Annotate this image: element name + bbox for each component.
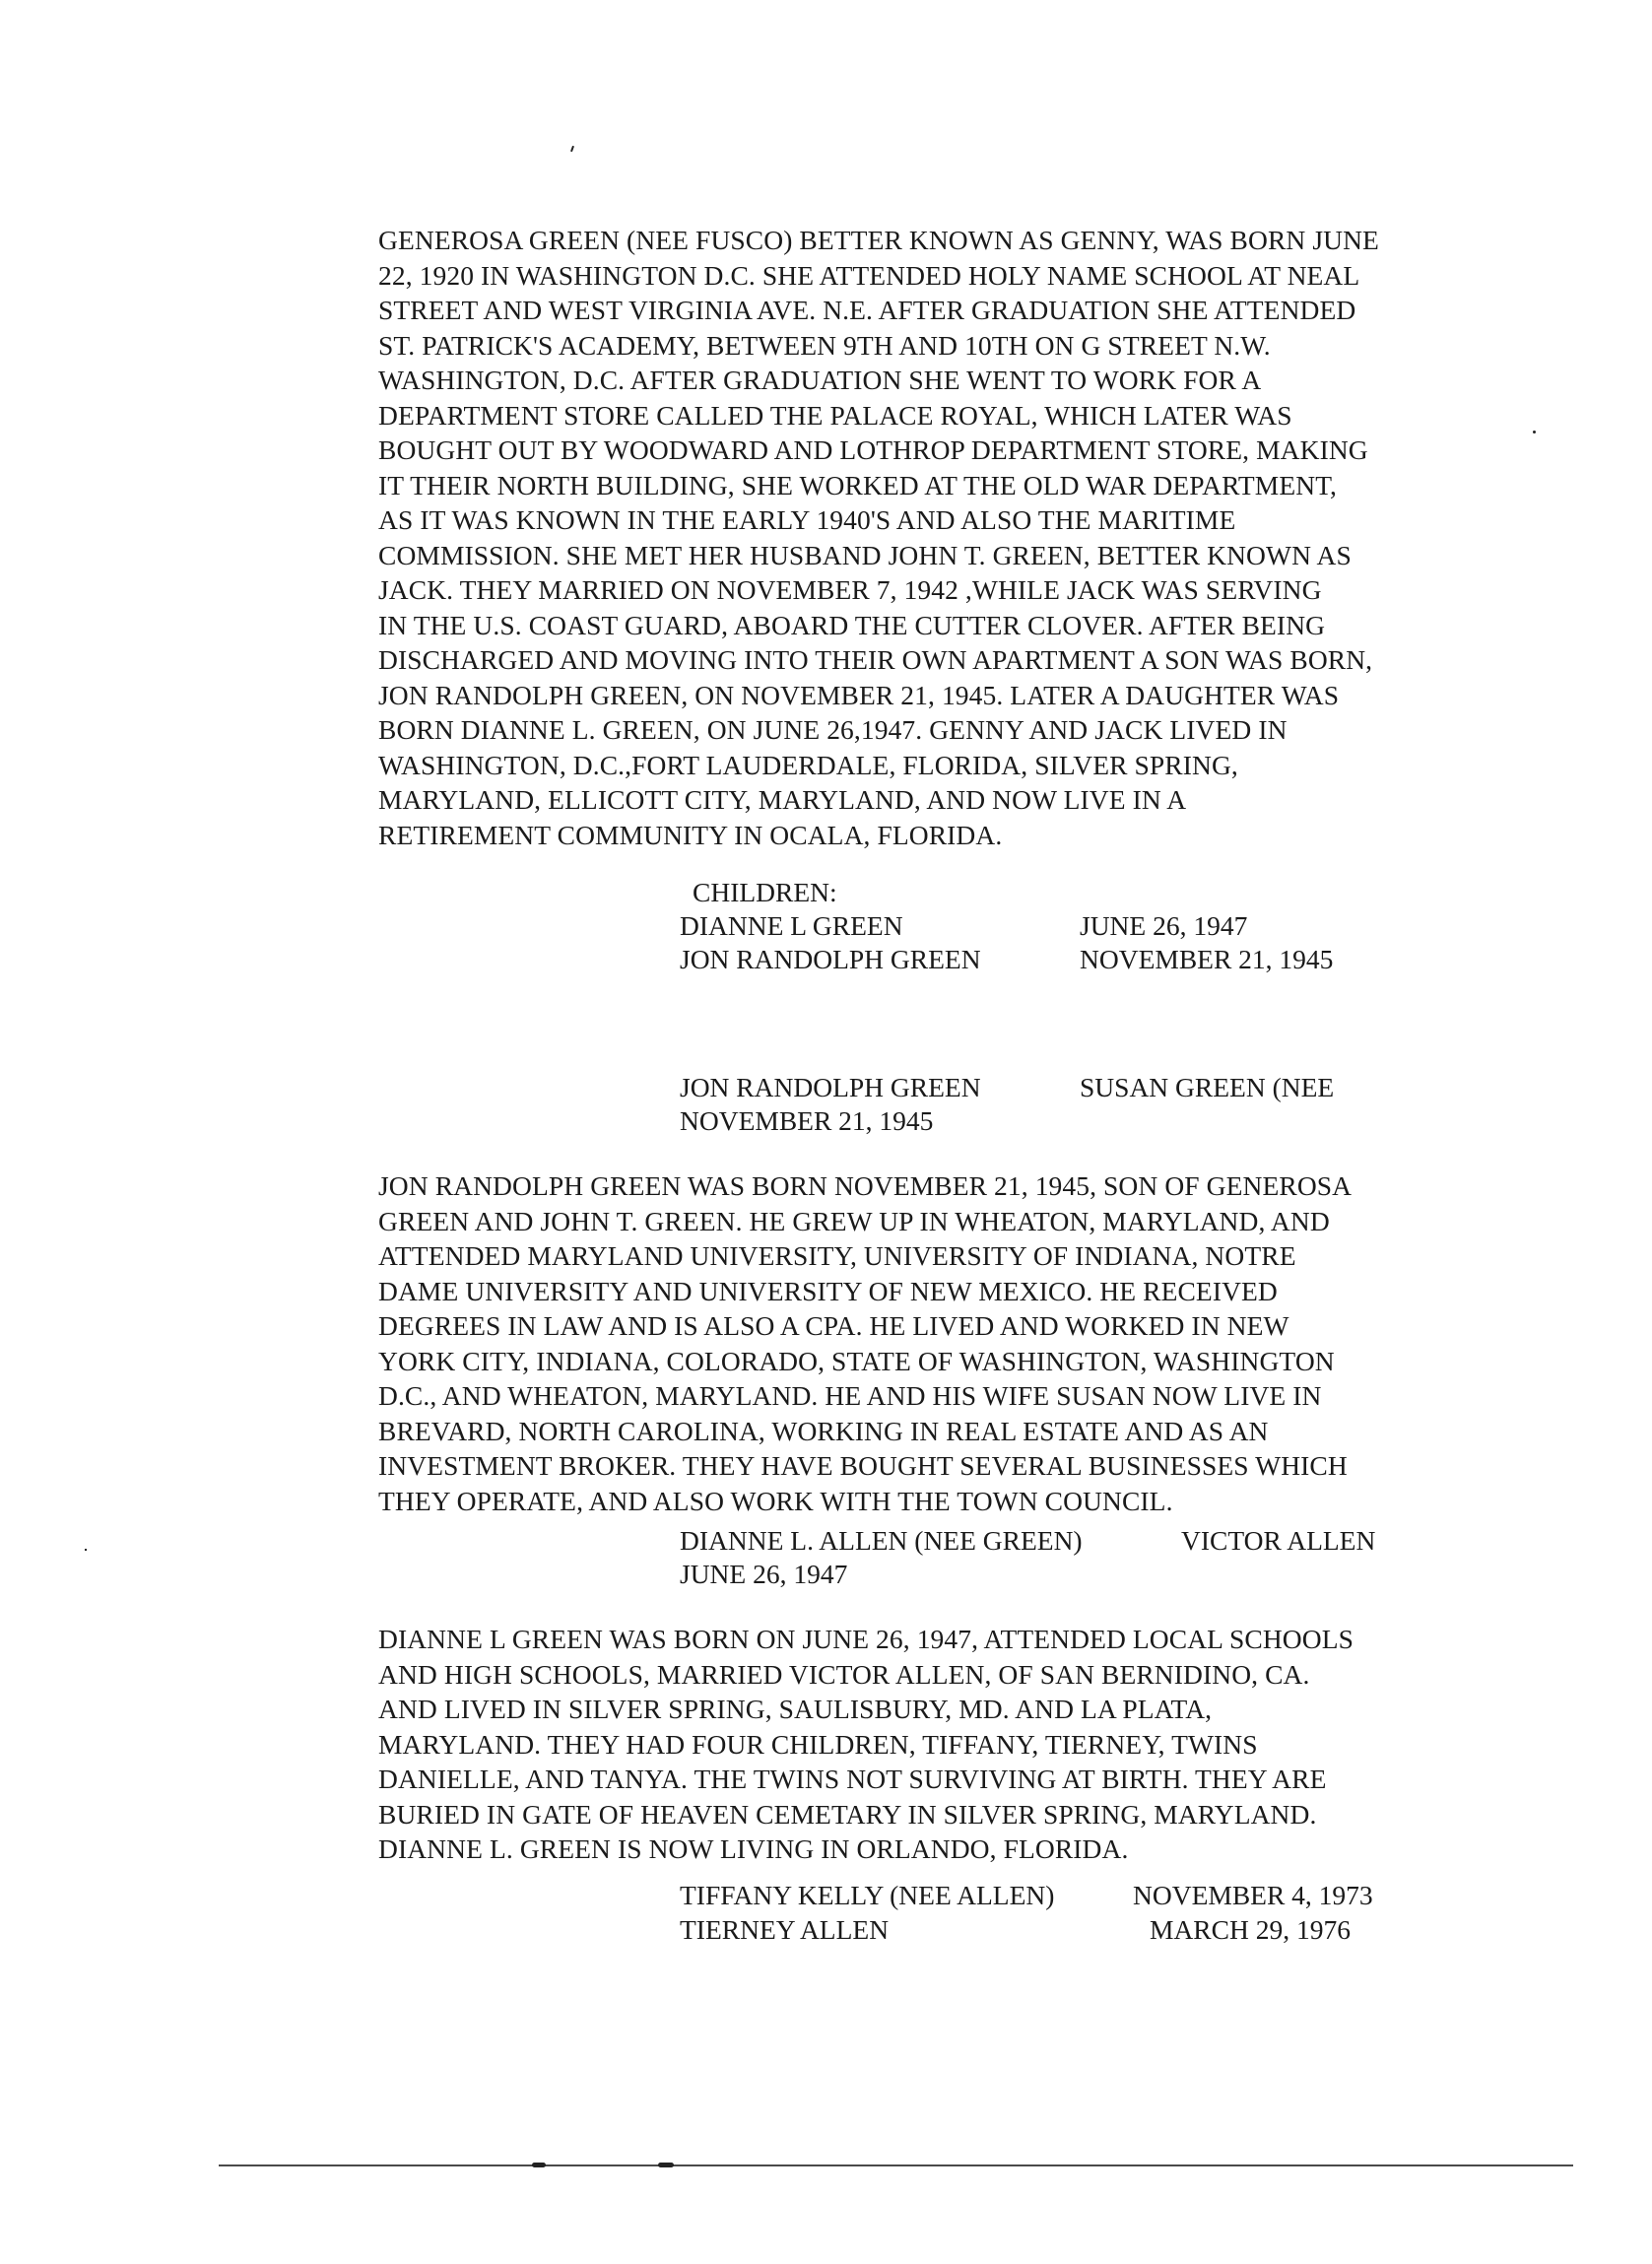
grandchild-name: TIERNEY ALLEN <box>680 1914 890 1945</box>
biography-dianne-green <box>378 1622 1491 1867</box>
text-line: DAME UNIVERSITY AND UNIVERSITY OF NEW MEXICO. HE RECEIVED <box>378 1275 1278 1306</box>
text-line: WASHINGTON, D.C. AFTER GRADUATION SHE WENT TO WORK FOR A <box>378 365 1262 395</box>
grandchild-name: TIFFANY KELLY (NEE ALLEN) <box>680 1880 1055 1910</box>
text-line: JON RANDOLPH GREEN, ON NOVEMBER 21, 1945. LATER A DAUGHTER WAS <box>378 679 1340 710</box>
text-line: ST. PATRICK'S ACADEMY, BETWEEN 9TH AND 10TH ON G STREET N.W. <box>378 329 1271 361</box>
text-line: YORK CITY, INDIANA, COLORADO, STATE OF WASHINGTON, WASHINGTON <box>378 1345 1335 1376</box>
rule-blot <box>532 2163 546 2167</box>
text-line: AND LIVED IN SILVER SPRING, SAULISBURY, MD. AND LA PLATA, <box>378 1694 1213 1724</box>
jon-spouse: SUSAN GREEN (NEE <box>1080 1072 1335 1102</box>
text-line: WASHINGTON, D.C.,FORT LAUDERDALE, FLORIDA, SILVER SPRING, <box>378 749 1238 780</box>
text-line: AND HIGH SCHOOLS, MARRIED VICTOR ALLEN, OF SAN BERNIDINO, CA. <box>378 1658 1310 1690</box>
dianne-name: DIANNE L. ALLEN (NEE GREEN) <box>680 1525 1083 1556</box>
text-line: BOUGHT OUT BY WOODWARD AND LOTHROP DEPARTMENT STORE, MAKING <box>378 434 1368 465</box>
child-name: DIANNE L GREEN <box>680 910 903 941</box>
rule-blot <box>658 2163 674 2167</box>
text-line: BURIED IN GATE OF HEAVEN CEMETARY IN SILVER SPRING, MARYLAND. <box>378 1798 1317 1830</box>
scan-speck <box>85 1549 87 1551</box>
text-line: GREEN AND JOHN T. GREEN. HE GREW UP IN WHEATON, MARYLAND, AND <box>378 1205 1330 1236</box>
text-line: THEY OPERATE, AND ALSO WORK WITH THE TOWN COUNCIL. <box>378 1485 1173 1516</box>
child-name: JON RANDOLPH GREEN <box>680 944 981 974</box>
page-bottom-rule <box>219 2164 1573 2166</box>
jon-birthdate: NOVEMBER 21, 1945 <box>680 1105 934 1136</box>
text-line: MARYLAND. THEY HAD FOUR CHILDREN, TIFFANY, TIERNEY, TWINS <box>378 1728 1258 1760</box>
text-line: 22, 1920 IN WASHINGTON D.C. SHE ATTENDED HOLY NAME SCHOOL AT NEAL <box>378 259 1360 291</box>
text-line: DIANNE L. GREEN IS NOW LIVING IN ORLANDO, FLORIDA. <box>378 1833 1129 1864</box>
text-line: DISCHARGED AND MOVING INTO THEIR OWN APARTMENT A SON WAS BORN, <box>378 644 1373 675</box>
jon-name: JON RANDOLPH GREEN <box>680 1072 981 1102</box>
text-line: COMMISSION. SHE MET HER HUSBAND JOHN T. GREEN, BETTER KNOWN AS <box>378 539 1352 570</box>
text-line: MARYLAND, ELLICOTT CITY, MARYLAND, AND NOW LIVE IN A <box>378 784 1187 815</box>
scan-speck <box>1533 431 1536 433</box>
text-line: AS IT WAS KNOWN IN THE EARLY 1940'S AND ALSO THE MARITIME <box>378 504 1236 535</box>
child-birthdate: NOVEMBER 21, 1945 <box>1080 944 1334 974</box>
text-line: DEPARTMENT STORE CALLED THE PALACE ROYAL, WHICH LATER WAS <box>378 399 1292 431</box>
text-line: INVESTMENT BROKER. THEY HAVE BOUGHT SEVERAL BUSINESSES WHICH <box>378 1450 1348 1481</box>
text-line: D.C., AND WHEATON, MARYLAND. HE AND HIS WIFE SUSAN NOW LIVE IN <box>378 1380 1322 1411</box>
biography-jon-randolph-green <box>378 1168 1491 1518</box>
text-line: DIANNE L GREEN WAS BORN ON JUNE 26, 1947, ATTENDED LOCAL SCHOOLS <box>378 1624 1355 1654</box>
grandchild-birthdate: NOVEMBER 4, 1973 <box>1133 1880 1373 1910</box>
text-line: GENEROSA GREEN (NEE FUSCO) BETTER KNOWN AS GENNY, WAS BORN JUNE <box>378 225 1379 255</box>
grandchild-birthdate: MARCH 29, 1976 <box>1150 1914 1351 1945</box>
biography-generosa-green <box>378 223 1491 852</box>
text-line: JACK. THEY MARRIED ON NOVEMBER 7, 1942 ,WHILE JACK WAS SERVING <box>378 574 1322 605</box>
text-line: STREET AND WEST VIRGINIA AVE. N.E. AFTER GRADUATION SHE ATTENDED <box>378 295 1356 325</box>
text-line: IT THEIR NORTH BUILDING, SHE WORKED AT THE OLD WAR DEPARTMENT, <box>378 469 1338 500</box>
text-line: JON RANDOLPH GREEN WAS BORN NOVEMBER 21, 1945, SON OF GENEROSA <box>378 1170 1353 1201</box>
scan-speck <box>570 146 574 152</box>
child-birthdate: JUNE 26, 1947 <box>1080 910 1248 941</box>
text-line: BREVARD, NORTH CAROLINA, WORKING IN REAL ESTATE AND AS AN <box>378 1415 1269 1446</box>
text-line: DANIELLE, AND TANYA. THE TWINS NOT SURVIVING AT BIRTH. THEY ARE <box>378 1764 1327 1794</box>
text-line: ATTENDED MARYLAND UNIVERSITY, UNIVERSITY OF INDIANA, NOTRE <box>378 1240 1296 1271</box>
children-heading: CHILDREN: <box>693 877 837 907</box>
dianne-birthdate: JUNE 26, 1947 <box>680 1559 848 1589</box>
text-line: RETIREMENT COMMUNITY IN OCALA, FLORIDA. <box>378 819 1003 850</box>
dianne-spouse: VICTOR ALLEN <box>1181 1525 1376 1556</box>
text-line: BORN DIANNE L. GREEN, ON JUNE 26,1947. GENNY AND JACK LIVED IN <box>378 714 1288 745</box>
text-line: DEGREES IN LAW AND IS ALSO A CPA. HE LIVED AND WORKED IN NEW <box>378 1310 1289 1341</box>
text-line: IN THE U.S. COAST GUARD, ABOARD THE CUTTER CLOVER. AFTER BEING <box>378 609 1326 640</box>
